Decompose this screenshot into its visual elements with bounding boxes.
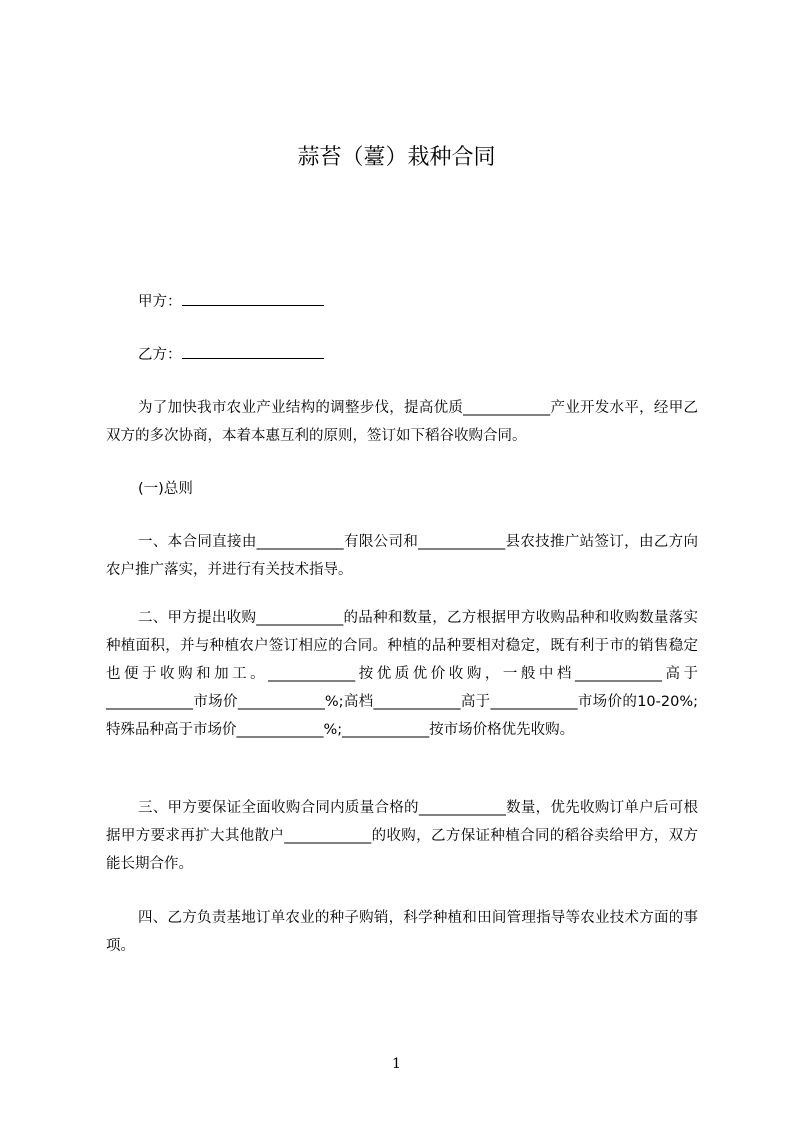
party-b-label: 乙方： <box>138 347 182 363</box>
clause-4: 四、乙方负责基地订单农业的种子购销，科学种植和田间管理指导等农业技术方面的事项。 <box>106 910 698 954</box>
document-title: 蒜苔（薹）栽种合同 <box>297 145 496 170</box>
party-a-line <box>138 291 324 312</box>
page-number: 1 <box>392 1056 401 1072</box>
party-a-label: 甲方： <box>138 294 182 310</box>
section-heading: (一)总则 <box>138 481 193 497</box>
clause-3: 三、甲方要保证全面收购合同内质量合格的____________数量，优先收购订单户后可根据甲方要求再扩大其他散户____________的收购，乙方保证种植合同的稻谷卖给甲方，双方能长期合作。 <box>106 800 698 872</box>
clause-1: 一、本合同直接由____________有限公司和____________县农技推广站签订，由乙方向农户推广落实，并进行有关技术指导。 <box>106 534 698 578</box>
party-b-line <box>138 344 324 365</box>
clause-2: 二、甲方提出收购____________的品种和数量，乙方根据甲方收购品种和收购数量落实种植面积，并与种植农户签订相应的合同。种植的品种要相对稳定，既有利于市的销售稳定也便于收购和加工。____________按优质优价收购，一般中档____________高于____________市场价____________%;高档____________高于____________市场价的10-20%;特殊品种高于市场价____________%;____________按市场价格优先收购。 <box>106 610 698 738</box>
intro-paragraph: 为了加快我市农业产业结构的调整步伐，提高优质____________产业开发水平，经甲乙双方的多次协商，本着本惠互利的原则，签订如下稻谷收购合同。 <box>106 400 698 444</box>
party-b-blank <box>182 344 324 359</box>
party-a-blank <box>182 291 324 306</box>
